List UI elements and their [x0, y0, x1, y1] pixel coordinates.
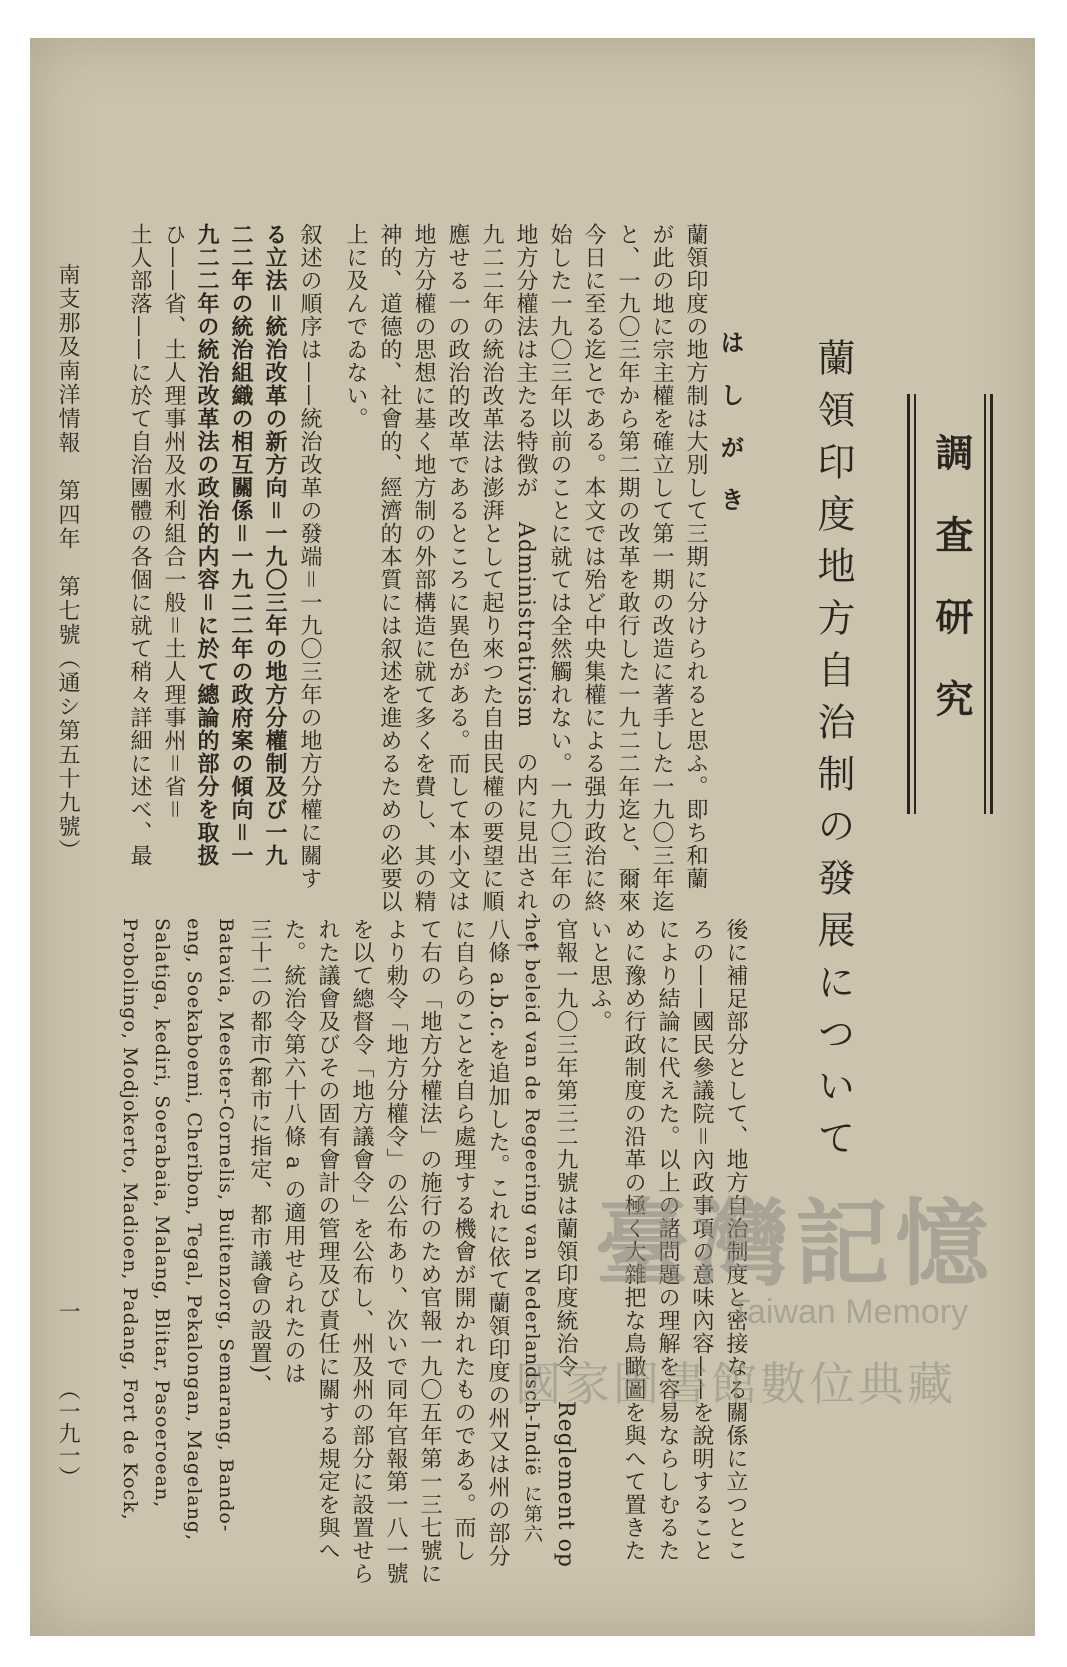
- lower-col-7: het beleid van de Regeering van Nederlandsch-Indië に第六: [521, 918, 543, 1544]
- document-page: [30, 38, 1035, 1636]
- lower-col-2: ろの——國民參議院＝內政事項の意味內容——を說明すること: [689, 918, 714, 1563]
- intro-col-7: 九二二年の統治改革法は澎湃として起り來つた自由民權の要望に順: [479, 223, 504, 913]
- intro-col-11: 上に及んでゐない。: [343, 223, 368, 430]
- lower-col-17: eng, Soekaboemi, Cheribon, Tegal, Pekalongan, Magelang,: [183, 918, 205, 1542]
- intro-col-1: 蘭領印度の地方制は大別して三期に分けられると思ふ。即ち和蘭: [683, 223, 708, 890]
- intro-col-8: 應せる一の政治的改革であるところに異色がある。而して本小文は: [445, 223, 470, 913]
- intro-col-4: 今日に至る迄とである。本文では殆ど中央集權による强力政治に終: [581, 223, 606, 913]
- lower-col-6: 官報一九〇三年第三二九號は蘭領印度統治令 Reglement op: [553, 918, 578, 1568]
- section-frame-left: [907, 394, 910, 814]
- lower-col-8: 八條 a.b.c.を追加した。これに依て蘭領印度の州又は州の部分: [485, 918, 510, 1568]
- intro-col-10: 神的、道德的、社會的、經濟的本質には叙述を進めるための必要以: [377, 223, 402, 913]
- intro-col-2: が此の地に宗主權を確立して第一期の改造に著手した一九〇三年迄: [649, 223, 674, 913]
- order-col-5: ひ——省、土人理事州及水利組合一般＝土人理事州＝省＝: [161, 223, 186, 822]
- watermark-main: 臺灣記憶: [595, 1189, 996, 1299]
- lower-col-18: Salatiga, kediri, Soerabaia, Malang, Blitar, Pasoeroean,: [151, 918, 173, 1509]
- intro-col-9: 地方分權の思想に基く地方制の外部構造に就て多くを費し、其の精: [411, 223, 436, 913]
- lower-col-13: れた議會及びその固有會計の管理及び責任に關する規定を與へ: [315, 918, 340, 1562]
- order-col-2: る立法＝統治改革の新方向＝一九〇三年の地方分權制及び一九: [262, 223, 288, 868]
- lower-col-11: より勅令「地方分權令」の公布あり、次いで同年官報第一八一號: [383, 918, 408, 1585]
- order-col-3: 二二年の統治組織の相互關係＝一九二二年の政府案の傾向＝一: [228, 223, 254, 868]
- section-frame-left-inner: [914, 394, 916, 814]
- intro-col-3: と、一九〇三年から第二期の改革を敢行した一九二二年迄と、爾來: [615, 223, 640, 913]
- lower-col-19: Probolingo, Modjokerto, Madioen, Padang, Fort de Kock,: [119, 918, 141, 1521]
- journal-footer: 南支那及南洋情報 第四年 第七號（通シ第五十九號）: [55, 263, 80, 863]
- order-col-4: 九二二年の統治改革法の政治的内容＝に於て總論的部分を取扱: [194, 223, 220, 868]
- lower-col-4: めに豫め行政制度の沿革の極く大雜把な鳥瞰圖を與へて置きた: [621, 918, 646, 1562]
- section-label: 調査研究: [929, 433, 974, 761]
- watermark-sub: 國家圖書館數位典藏: [515, 1357, 956, 1411]
- intro-col-5: 始した一九〇三年以前のことに就ては全然觸れない。一九〇三年の: [547, 223, 572, 913]
- lower-col-15: 三十二の都市(都市に指定、都市議會の設置)、: [247, 918, 272, 1398]
- lower-col-12: を以て總督令「地方議會令」を公布し、州及州の部分に設置せら: [349, 918, 374, 1585]
- page-number: 一: [55, 1300, 80, 1322]
- lower-col-16: Batavia, Meester-Cornelis, Buitenzorg, Semarang, Bando-: [215, 918, 237, 1533]
- lower-col-3: により結論に代えた。以上の諸問題の理解を容易ならしむるた: [655, 918, 680, 1562]
- section-frame-right-inner: [984, 394, 986, 814]
- section-frame-right: [990, 394, 993, 814]
- lower-col-1: 後に補足部分として、地方自治制度と密接なる關係に立つとこ: [723, 918, 748, 1562]
- lower-col-10: て右の「地方分權法」の施行のため官報一九〇五年第一三七號に: [417, 918, 442, 1585]
- global-page-number: （一九一）: [55, 1378, 80, 1488]
- order-col-1: 叙述の順序は——統治改革の發端＝一九〇三年の地方分權に關す: [297, 223, 322, 891]
- order-col-6: 土人部落——に於て自治團體の各個に就て稍々詳細に述べ、最: [127, 223, 152, 867]
- watermark-latin: Taiwan Memory: [730, 1293, 969, 1331]
- intro-col-6: 地方分權法は主たる特徴が Administrativism の内に見出され、一: [513, 223, 538, 959]
- lower-col-9: に自らのことを自ら處理する機會が開かれたものである。而し: [451, 918, 476, 1562]
- lower-col-5: いと思ふ。: [587, 918, 612, 1033]
- section-heading: は し が き: [716, 330, 745, 522]
- lower-col-14: た。統治令第六十八條 a の適用せられたのは: [281, 918, 306, 1386]
- article-title: 蘭領印度地方自治制の發展について: [811, 338, 855, 1170]
